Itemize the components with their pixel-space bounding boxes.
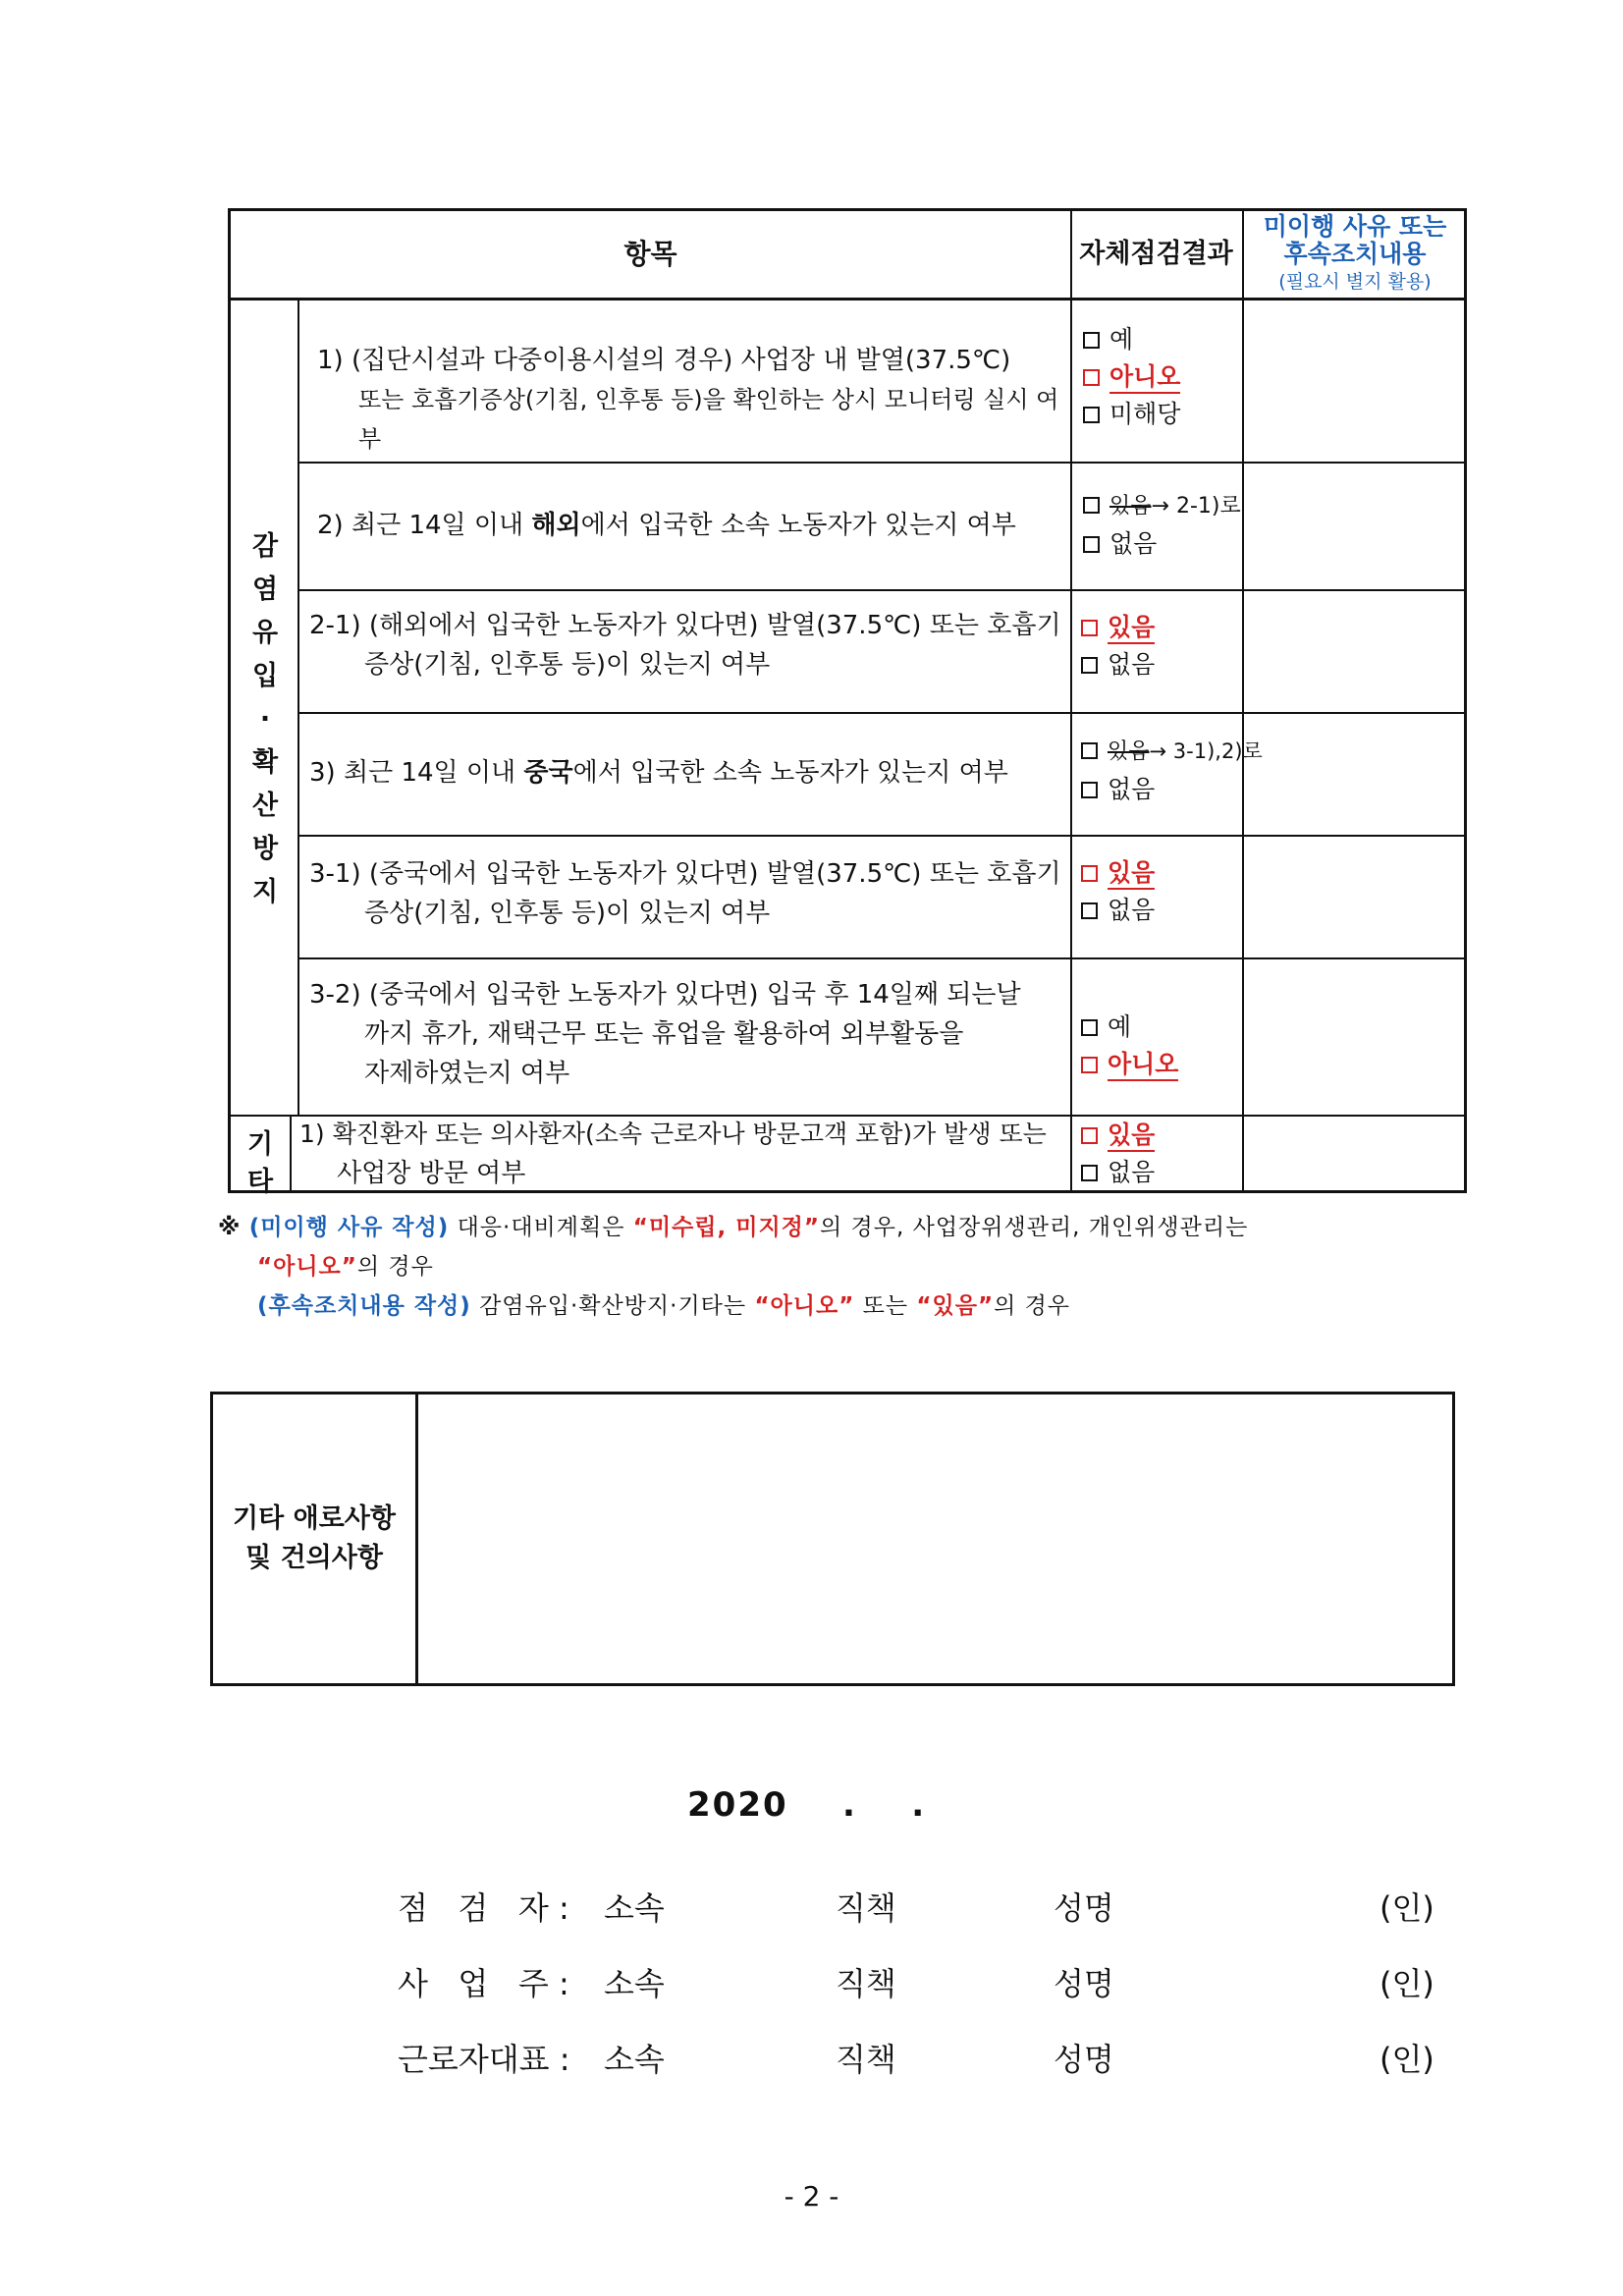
signature-dept: 소속 xyxy=(604,1889,665,1927)
item-confirmed-patient: 1) 확진환자 또는 의사환자(소속 근로자나 방문고객 포함)가 발생 또는 사업장 방문 여부 xyxy=(299,1120,1047,1188)
header-self-check-result: 자체점검결과 xyxy=(1079,239,1233,269)
signature-seal: (인) xyxy=(1380,2041,1434,2078)
signature-position: 직책 xyxy=(836,1965,896,2002)
signature-row-employer xyxy=(398,1959,1438,2008)
remarks-table xyxy=(210,1392,1455,1686)
row-divider-3 xyxy=(298,712,1464,714)
checkbox-icon xyxy=(1083,332,1100,349)
row-divider-1 xyxy=(298,462,1464,464)
signature-dept: 소속 xyxy=(604,1965,665,2002)
option-yes[interactable]: 예 xyxy=(1083,321,1180,358)
option-present[interactable]: 있음 xyxy=(1081,1117,1155,1154)
checkbox-icon xyxy=(1081,1019,1098,1036)
option-none[interactable]: 없음 xyxy=(1081,646,1155,683)
col-divider-category xyxy=(298,298,299,1115)
options-overseas-symptoms xyxy=(1081,609,1155,683)
option-yes[interactable]: 예 xyxy=(1081,1009,1178,1046)
page-number: - 2 - xyxy=(784,2180,839,2213)
checkbox-icon xyxy=(1081,782,1098,798)
signature-name: 성명 xyxy=(1054,1965,1114,2002)
header-note-line1: 미이행 사유 또는 xyxy=(1263,212,1447,241)
row-divider-4 xyxy=(298,835,1464,837)
checkbox-icon xyxy=(1081,620,1098,636)
footnote xyxy=(218,1208,1455,1326)
option-no[interactable]: 아니오 xyxy=(1083,358,1180,396)
item-china-self-isolation: 3-2) (중국에서 입국한 노동자가 있다면) 입국 후 14일째 되는날 까지 휴가, 재택근무 또는 휴업을 활용하여 외부활동을 자제하였는지 여부 xyxy=(309,980,1021,1088)
date-line: 2020 . . xyxy=(687,1785,927,1825)
checkbox-icon xyxy=(1083,369,1100,386)
header-item: 항목 xyxy=(623,238,677,270)
checkbox-icon xyxy=(1083,407,1100,423)
signature-role: 사 업 주 : xyxy=(398,1965,569,2002)
col-divider-note xyxy=(1242,211,1244,1190)
category-infection-prevention: 감 염 유 입 · 확 산 방 지 xyxy=(251,531,279,907)
item-monitoring: 1) (집단시설과 다중이용시설의 경우) 사업장 내 발열(37.5℃) 또는 호흡기증상(기침, 인후통 등)을 확인하는 상시 모니터링 실시 여부 xyxy=(317,346,1059,453)
checkbox-icon xyxy=(1081,1127,1098,1144)
row-divider-5 xyxy=(298,957,1464,959)
signature-name: 성명 xyxy=(1054,2041,1114,2078)
options-overseas-entry xyxy=(1083,486,1241,563)
checkbox-icon xyxy=(1081,865,1098,882)
checklist-table xyxy=(228,208,1467,1197)
options-china-self-isolation xyxy=(1081,1009,1178,1083)
option-none[interactable]: 없음 xyxy=(1083,525,1241,563)
options-confirmed-patient xyxy=(1081,1117,1155,1191)
signature-position: 직책 xyxy=(836,2041,896,2078)
item-overseas-entry: 2) 최근 14일 이내 해외에서 입국한 소속 노동자가 있는지 여부 xyxy=(317,511,1016,540)
col-divider-category-etc xyxy=(290,1115,292,1190)
signature-role: 점 검 자 : xyxy=(398,1889,569,1927)
row-divider-2 xyxy=(298,589,1464,591)
footnote-line2: “아니오”의 경우 xyxy=(257,1254,434,1280)
option-present[interactable]: 있음 xyxy=(1081,854,1155,892)
checkbox-icon xyxy=(1083,497,1100,514)
header-note-line2: 후속조치내용 xyxy=(1283,240,1427,268)
signature-row-worker-rep xyxy=(398,2035,1438,2084)
signature-seal: (인) xyxy=(1380,1965,1434,2002)
checkbox-icon xyxy=(1081,902,1098,919)
option-yes[interactable]: 있음→ 3-1),2)로 xyxy=(1081,732,1263,771)
remarks-input-area[interactable] xyxy=(418,1394,1452,1683)
footnote-line1: ※ (미이행 사유 작성) 대응·대비계획은 “미수립, 미지정”의 경우, 사업장위생관리, 개인위생관리는 xyxy=(218,1215,1249,1240)
signature-row-inspector xyxy=(398,1884,1438,1933)
col-divider-result xyxy=(1070,211,1072,1190)
checkbox-icon xyxy=(1081,1057,1098,1073)
option-no[interactable]: 아니오 xyxy=(1081,1046,1178,1083)
footnote-line3: (후속조치내용 작성) 감염유입·확산방지·기타는 “아니오” 또는 “있음”의 경우 xyxy=(257,1293,1071,1319)
option-none[interactable]: 없음 xyxy=(1081,892,1155,929)
item-overseas-symptoms: 2-1) (해외에서 입국한 노동자가 있다면) 발열(37.5℃) 또는 호흡기 증상(기침, 인후통 등)이 있는지 여부 xyxy=(309,611,1061,680)
header-divider xyxy=(231,298,1464,301)
remarks-label: 기타 애로사항 및 건의사항 xyxy=(213,1394,418,1683)
header-note-sub: (필요시 별지 활용) xyxy=(1278,271,1432,293)
options-china-entry xyxy=(1081,732,1263,808)
option-yes[interactable]: 있음→ 2-1)로 xyxy=(1083,486,1241,525)
option-none[interactable]: 없음 xyxy=(1081,771,1263,808)
checkbox-icon xyxy=(1081,1165,1098,1181)
checkbox-icon xyxy=(1081,657,1098,674)
signature-seal: (인) xyxy=(1380,1889,1434,1927)
header-note xyxy=(1242,213,1468,296)
signature-name: 성명 xyxy=(1054,1889,1114,1927)
category-etc: 기 타 xyxy=(246,1129,274,1197)
signature-dept: 소속 xyxy=(604,2041,665,2078)
item-china-entry: 3) 최근 14일 이내 중국에서 입국한 소속 노동자가 있는지 여부 xyxy=(309,758,1008,788)
checkbox-icon xyxy=(1081,742,1098,759)
checkbox-icon xyxy=(1083,536,1100,553)
item-china-symptoms: 3-1) (중국에서 입국한 노동자가 있다면) 발열(37.5℃) 또는 호흡기 증상(기침, 인후통 등)이 있는지 여부 xyxy=(309,859,1061,928)
signature-position: 직책 xyxy=(836,1889,896,1927)
option-present[interactable]: 있음 xyxy=(1081,609,1155,646)
options-china-symptoms xyxy=(1081,854,1155,929)
option-none[interactable]: 없음 xyxy=(1081,1154,1155,1191)
signature-role: 근로자대표 : xyxy=(398,2041,570,2078)
option-not-applicable[interactable]: 미해당 xyxy=(1083,396,1180,433)
options-monitoring xyxy=(1083,321,1180,433)
